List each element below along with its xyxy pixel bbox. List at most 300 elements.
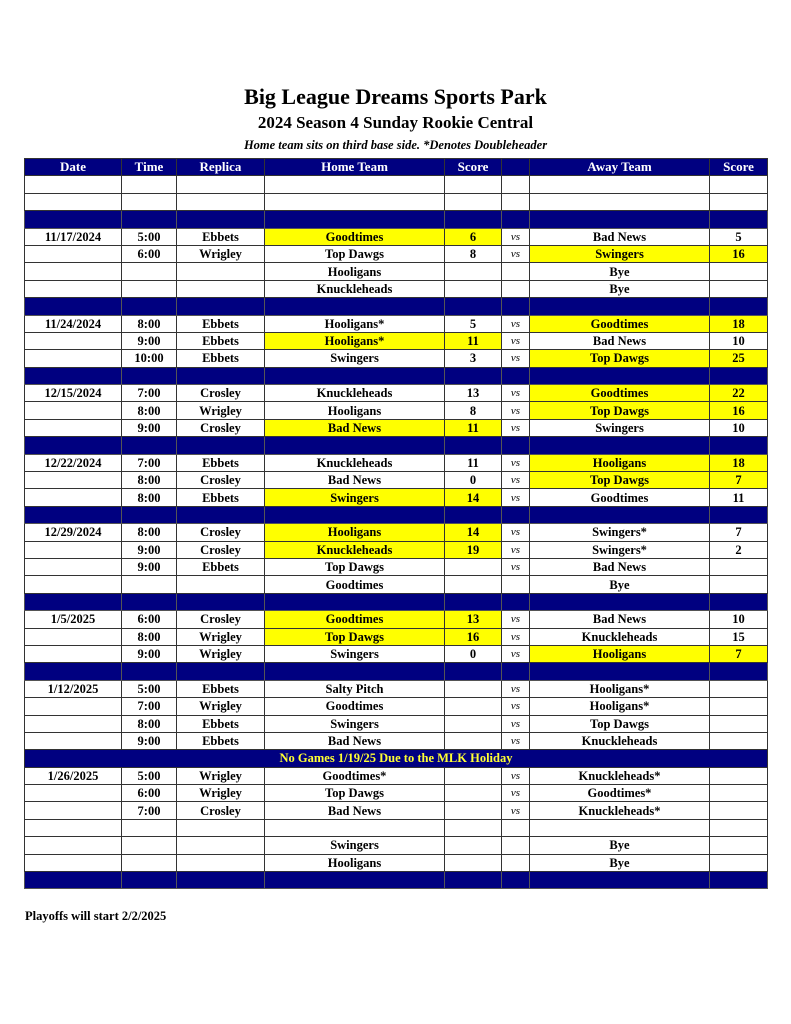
date-cell: 11/17/2024	[25, 228, 122, 245]
away-score-cell: 5	[710, 228, 768, 245]
separator-row	[25, 663, 768, 680]
table-row	[25, 785, 768, 802]
time-cell	[122, 211, 177, 228]
table-row	[25, 489, 768, 506]
replica-cell: Wrigley	[177, 767, 265, 784]
replica-cell	[177, 576, 265, 593]
away-team-cell: Goodtimes	[530, 489, 710, 506]
away-team-cell: Bad News	[530, 611, 710, 628]
away-team-cell	[530, 593, 710, 610]
away-score-cell	[710, 819, 768, 836]
table-row	[25, 472, 768, 489]
date-cell	[25, 419, 122, 436]
separator-row	[25, 367, 768, 384]
replica-cell: Ebbets	[177, 332, 265, 349]
replica-cell: Ebbets	[177, 680, 265, 697]
away-score-cell	[710, 767, 768, 784]
away-team-cell: Knuckleheads*	[530, 802, 710, 819]
home-score-cell	[445, 193, 502, 210]
date-cell	[25, 506, 122, 523]
vs-cell: vs	[502, 715, 530, 732]
home-score-cell: 14	[445, 524, 502, 541]
date-cell	[25, 263, 122, 280]
replica-cell: Wrigley	[177, 698, 265, 715]
replica-cell	[177, 854, 265, 871]
time-cell	[122, 663, 177, 680]
time-cell: 7:00	[122, 454, 177, 471]
replica-cell: Crosley	[177, 541, 265, 558]
page-subtitle: 2024 Season 4 Sunday Rookie Central	[257, 113, 534, 132]
table-header	[25, 159, 768, 176]
replica-cell: Ebbets	[177, 489, 265, 506]
away-team-cell	[530, 193, 710, 210]
away-team-cell: Top Dawgs	[530, 715, 710, 732]
home-team-cell: Knuckleheads	[265, 280, 445, 297]
home-score-cell: 0	[445, 645, 502, 662]
away-score-cell	[710, 837, 768, 854]
home-team-cell: Hooligans*	[265, 315, 445, 332]
replica-cell	[177, 263, 265, 280]
replica-cell: Ebbets	[177, 558, 265, 575]
replica-cell: Wrigley	[177, 645, 265, 662]
away-score-cell	[710, 576, 768, 593]
away-score-cell	[710, 211, 768, 228]
home-score-cell: 0	[445, 472, 502, 489]
vs-cell: vs	[502, 385, 530, 402]
home-team-cell	[265, 506, 445, 523]
time-cell	[122, 298, 177, 315]
table-row	[25, 576, 768, 593]
time-cell: 8:00	[122, 715, 177, 732]
away-score-cell: 15	[710, 628, 768, 645]
away-score-cell	[710, 854, 768, 871]
date-cell	[25, 193, 122, 210]
replica-cell: Crosley	[177, 802, 265, 819]
holiday-notice: No Games 1/19/25 Due to the MLK Holiday	[25, 750, 768, 767]
table-row	[25, 332, 768, 349]
table-row	[25, 854, 768, 871]
time-cell: 8:00	[122, 489, 177, 506]
time-cell	[122, 506, 177, 523]
date-cell	[25, 837, 122, 854]
vs-cell	[502, 211, 530, 228]
home-team-cell	[265, 211, 445, 228]
vs-cell: vs	[502, 350, 530, 367]
date-cell: 11/24/2024	[25, 315, 122, 332]
date-cell	[25, 245, 122, 262]
away-score-cell	[710, 872, 768, 889]
away-team-cell	[530, 367, 710, 384]
away-team-cell	[530, 872, 710, 889]
replica-cell	[177, 280, 265, 297]
date-cell	[25, 732, 122, 749]
replica-cell	[177, 211, 265, 228]
away-score-cell	[710, 506, 768, 523]
table-row	[25, 628, 768, 645]
home-team-cell: Top Dawgs	[265, 785, 445, 802]
table-row	[25, 611, 768, 628]
time-cell	[122, 872, 177, 889]
time-cell: 10:00	[122, 350, 177, 367]
vs-cell: vs	[502, 524, 530, 541]
away-team-cell: Top Dawgs	[530, 472, 710, 489]
table-row	[25, 802, 768, 819]
home-score-cell	[445, 663, 502, 680]
date-cell	[25, 715, 122, 732]
home-score-cell: 6	[445, 228, 502, 245]
header-away-score: Score	[710, 159, 768, 176]
away-team-cell: Bye	[530, 280, 710, 297]
away-team-cell: Swingers*	[530, 524, 710, 541]
vs-cell: vs	[502, 472, 530, 489]
away-score-cell: 10	[710, 611, 768, 628]
away-team-cell	[530, 176, 710, 193]
away-score-cell: 11	[710, 489, 768, 506]
away-score-cell: 10	[710, 332, 768, 349]
time-cell: 8:00	[122, 315, 177, 332]
home-score-cell: 14	[445, 489, 502, 506]
away-score-cell: 22	[710, 385, 768, 402]
vs-cell	[502, 854, 530, 871]
away-team-cell: Knuckleheads	[530, 628, 710, 645]
date-cell	[25, 211, 122, 228]
replica-cell	[177, 367, 265, 384]
home-score-cell	[445, 298, 502, 315]
time-cell: 7:00	[122, 698, 177, 715]
vs-cell	[502, 367, 530, 384]
vs-cell	[502, 837, 530, 854]
home-score-cell: 11	[445, 419, 502, 436]
time-cell: 9:00	[122, 558, 177, 575]
schedule-note: Home team sits on third base side. *Denotes Doubleheader	[243, 138, 548, 152]
replica-cell: Wrigley	[177, 628, 265, 645]
page-title: Big League Dreams Sports Park	[244, 84, 547, 109]
date-cell	[25, 872, 122, 889]
home-team-cell: Swingers	[265, 350, 445, 367]
away-score-cell: 7	[710, 472, 768, 489]
table-row	[25, 524, 768, 541]
header-away-team: Away Team	[530, 159, 710, 176]
time-cell: 8:00	[122, 524, 177, 541]
home-team-cell	[265, 193, 445, 210]
replica-cell	[177, 298, 265, 315]
time-cell	[122, 176, 177, 193]
home-team-cell: Hooligans	[265, 263, 445, 280]
separator-row	[25, 298, 768, 315]
vs-cell	[502, 506, 530, 523]
time-cell: 5:00	[122, 228, 177, 245]
vs-cell: vs	[502, 402, 530, 419]
replica-cell: Ebbets	[177, 350, 265, 367]
home-team-cell: Goodtimes	[265, 576, 445, 593]
replica-cell: Crosley	[177, 419, 265, 436]
vs-cell: vs	[502, 558, 530, 575]
replica-cell: Ebbets	[177, 732, 265, 749]
home-score-cell	[445, 506, 502, 523]
date-cell: 1/5/2025	[25, 611, 122, 628]
table-row	[25, 541, 768, 558]
away-score-cell	[710, 298, 768, 315]
replica-cell: Wrigley	[177, 785, 265, 802]
home-score-cell	[445, 367, 502, 384]
home-score-cell	[445, 280, 502, 297]
date-cell	[25, 298, 122, 315]
date-cell	[25, 541, 122, 558]
vs-cell	[502, 193, 530, 210]
table-row	[25, 385, 768, 402]
table-row	[25, 837, 768, 854]
time-cell: 6:00	[122, 785, 177, 802]
table-row	[25, 680, 768, 697]
away-team-cell	[530, 663, 710, 680]
blank-row	[25, 176, 768, 193]
time-cell	[122, 193, 177, 210]
home-score-cell: 13	[445, 611, 502, 628]
time-cell	[122, 367, 177, 384]
table-row	[25, 558, 768, 575]
home-team-cell: Salty Pitch	[265, 680, 445, 697]
replica-cell: Wrigley	[177, 402, 265, 419]
away-score-cell: 7	[710, 524, 768, 541]
home-team-cell: Hooligans*	[265, 332, 445, 349]
time-cell	[122, 854, 177, 871]
vs-cell: vs	[502, 315, 530, 332]
away-score-cell	[710, 698, 768, 715]
away-score-cell	[710, 715, 768, 732]
home-team-cell: Goodtimes*	[265, 767, 445, 784]
date-cell	[25, 645, 122, 662]
home-score-cell	[445, 802, 502, 819]
time-cell	[122, 280, 177, 297]
replica-cell: Ebbets	[177, 715, 265, 732]
away-score-cell: 25	[710, 350, 768, 367]
header-replica: Replica	[177, 159, 265, 176]
vs-cell	[502, 280, 530, 297]
vs-cell: vs	[502, 767, 530, 784]
date-cell	[25, 663, 122, 680]
table-row	[25, 767, 768, 784]
home-score-cell	[445, 785, 502, 802]
home-score-cell: 11	[445, 454, 502, 471]
date-cell	[25, 785, 122, 802]
away-team-cell: Hooligans	[530, 645, 710, 662]
away-score-cell: 7	[710, 645, 768, 662]
home-team-cell	[265, 593, 445, 610]
home-team-cell: Goodtimes	[265, 228, 445, 245]
playoffs-note: Playoffs will start 2/2/2025	[25, 909, 167, 923]
away-score-cell	[710, 367, 768, 384]
away-team-cell: Goodtimes*	[530, 785, 710, 802]
time-cell: 8:00	[122, 628, 177, 645]
separator-row	[25, 211, 768, 228]
vs-cell: vs	[502, 628, 530, 645]
date-cell	[25, 593, 122, 610]
vs-cell	[502, 298, 530, 315]
replica-cell: Ebbets	[177, 454, 265, 471]
away-team-cell	[530, 437, 710, 454]
home-score-cell: 5	[445, 315, 502, 332]
away-team-cell: Knuckleheads*	[530, 767, 710, 784]
away-score-cell: 2	[710, 541, 768, 558]
time-cell	[122, 837, 177, 854]
date-cell	[25, 698, 122, 715]
date-cell	[25, 367, 122, 384]
table-row	[25, 715, 768, 732]
home-score-cell	[445, 715, 502, 732]
home-team-cell: Top Dawgs	[265, 558, 445, 575]
home-team-cell: Knuckleheads	[265, 454, 445, 471]
home-team-cell: Knuckleheads	[265, 541, 445, 558]
vs-cell: vs	[502, 419, 530, 436]
vs-cell: vs	[502, 698, 530, 715]
away-score-cell	[710, 193, 768, 210]
time-cell: 8:00	[122, 472, 177, 489]
time-cell: 9:00	[122, 732, 177, 749]
replica-cell: Wrigley	[177, 245, 265, 262]
header-time: Time	[122, 159, 177, 176]
replica-cell: Crosley	[177, 524, 265, 541]
time-cell: 8:00	[122, 402, 177, 419]
separator-row	[25, 872, 768, 889]
away-team-cell: Swingers	[530, 245, 710, 262]
home-team-cell: Hooligans	[265, 402, 445, 419]
home-team-cell: Bad News	[265, 419, 445, 436]
replica-cell	[177, 819, 265, 836]
holiday-row	[25, 750, 768, 767]
away-team-cell	[530, 211, 710, 228]
replica-cell: Crosley	[177, 472, 265, 489]
home-team-cell: Knuckleheads	[265, 385, 445, 402]
table-row	[25, 454, 768, 471]
date-cell: 12/22/2024	[25, 454, 122, 471]
time-cell	[122, 263, 177, 280]
away-score-cell: 16	[710, 245, 768, 262]
vs-cell: vs	[502, 541, 530, 558]
vs-cell: vs	[502, 645, 530, 662]
time-cell: 5:00	[122, 680, 177, 697]
home-team-cell: Bad News	[265, 802, 445, 819]
home-team-cell: Bad News	[265, 472, 445, 489]
replica-cell	[177, 176, 265, 193]
vs-cell: vs	[502, 245, 530, 262]
home-team-cell: Goodtimes	[265, 611, 445, 628]
table-row	[25, 263, 768, 280]
replica-cell: Crosley	[177, 385, 265, 402]
vs-cell: vs	[502, 785, 530, 802]
home-team-cell: Bad News	[265, 732, 445, 749]
home-score-cell: 8	[445, 402, 502, 419]
home-score-cell	[445, 698, 502, 715]
replica-cell: Ebbets	[177, 315, 265, 332]
replica-cell	[177, 593, 265, 610]
date-cell	[25, 280, 122, 297]
time-cell	[122, 819, 177, 836]
away-team-cell: Bye	[530, 837, 710, 854]
home-score-cell	[445, 837, 502, 854]
vs-cell	[502, 819, 530, 836]
date-cell	[25, 576, 122, 593]
time-cell: 6:00	[122, 245, 177, 262]
away-score-cell: 18	[710, 315, 768, 332]
time-cell	[122, 437, 177, 454]
vs-cell	[502, 663, 530, 680]
table-row	[25, 419, 768, 436]
table-row	[25, 645, 768, 662]
date-cell	[25, 489, 122, 506]
date-cell	[25, 802, 122, 819]
away-team-cell	[530, 298, 710, 315]
away-score-cell	[710, 680, 768, 697]
away-team-cell: Bad News	[530, 558, 710, 575]
replica-cell	[177, 837, 265, 854]
home-score-cell	[445, 437, 502, 454]
home-team-cell	[265, 872, 445, 889]
table-row	[25, 350, 768, 367]
vs-cell: vs	[502, 489, 530, 506]
home-score-cell	[445, 819, 502, 836]
table-row	[25, 228, 768, 245]
home-score-cell: 16	[445, 628, 502, 645]
away-team-cell: Goodtimes	[530, 315, 710, 332]
table-row	[25, 402, 768, 419]
date-cell	[25, 628, 122, 645]
home-team-cell: Top Dawgs	[265, 245, 445, 262]
away-score-cell: 16	[710, 402, 768, 419]
time-cell: 9:00	[122, 332, 177, 349]
home-score-cell	[445, 732, 502, 749]
away-team-cell: Hooligans*	[530, 680, 710, 697]
date-cell: 1/26/2025	[25, 767, 122, 784]
home-team-cell	[265, 819, 445, 836]
time-cell: 9:00	[122, 645, 177, 662]
date-cell	[25, 332, 122, 349]
vs-cell	[502, 176, 530, 193]
home-score-cell	[445, 176, 502, 193]
away-score-cell	[710, 593, 768, 610]
vs-cell: vs	[502, 732, 530, 749]
time-cell: 9:00	[122, 541, 177, 558]
home-team-cell: Top Dawgs	[265, 628, 445, 645]
home-score-cell	[445, 576, 502, 593]
header-date: Date	[25, 159, 122, 176]
away-score-cell: 18	[710, 454, 768, 471]
home-team-cell: Hooligans	[265, 854, 445, 871]
table-row	[25, 245, 768, 262]
home-team-cell: Swingers	[265, 715, 445, 732]
away-team-cell: Bye	[530, 576, 710, 593]
date-cell	[25, 402, 122, 419]
date-cell: 12/15/2024	[25, 385, 122, 402]
header-home-team: Home Team	[265, 159, 445, 176]
date-cell: 1/12/2025	[25, 680, 122, 697]
away-score-cell	[710, 176, 768, 193]
date-cell	[25, 819, 122, 836]
away-team-cell: Swingers	[530, 419, 710, 436]
table-row	[25, 698, 768, 715]
away-score-cell	[710, 785, 768, 802]
table-row	[25, 732, 768, 749]
away-score-cell	[710, 558, 768, 575]
separator-row	[25, 437, 768, 454]
away-team-cell: Swingers*	[530, 541, 710, 558]
date-cell	[25, 854, 122, 871]
home-team-cell	[265, 367, 445, 384]
away-score-cell	[710, 263, 768, 280]
home-team-cell: Goodtimes	[265, 698, 445, 715]
home-team-cell	[265, 437, 445, 454]
time-cell	[122, 576, 177, 593]
home-score-cell	[445, 854, 502, 871]
